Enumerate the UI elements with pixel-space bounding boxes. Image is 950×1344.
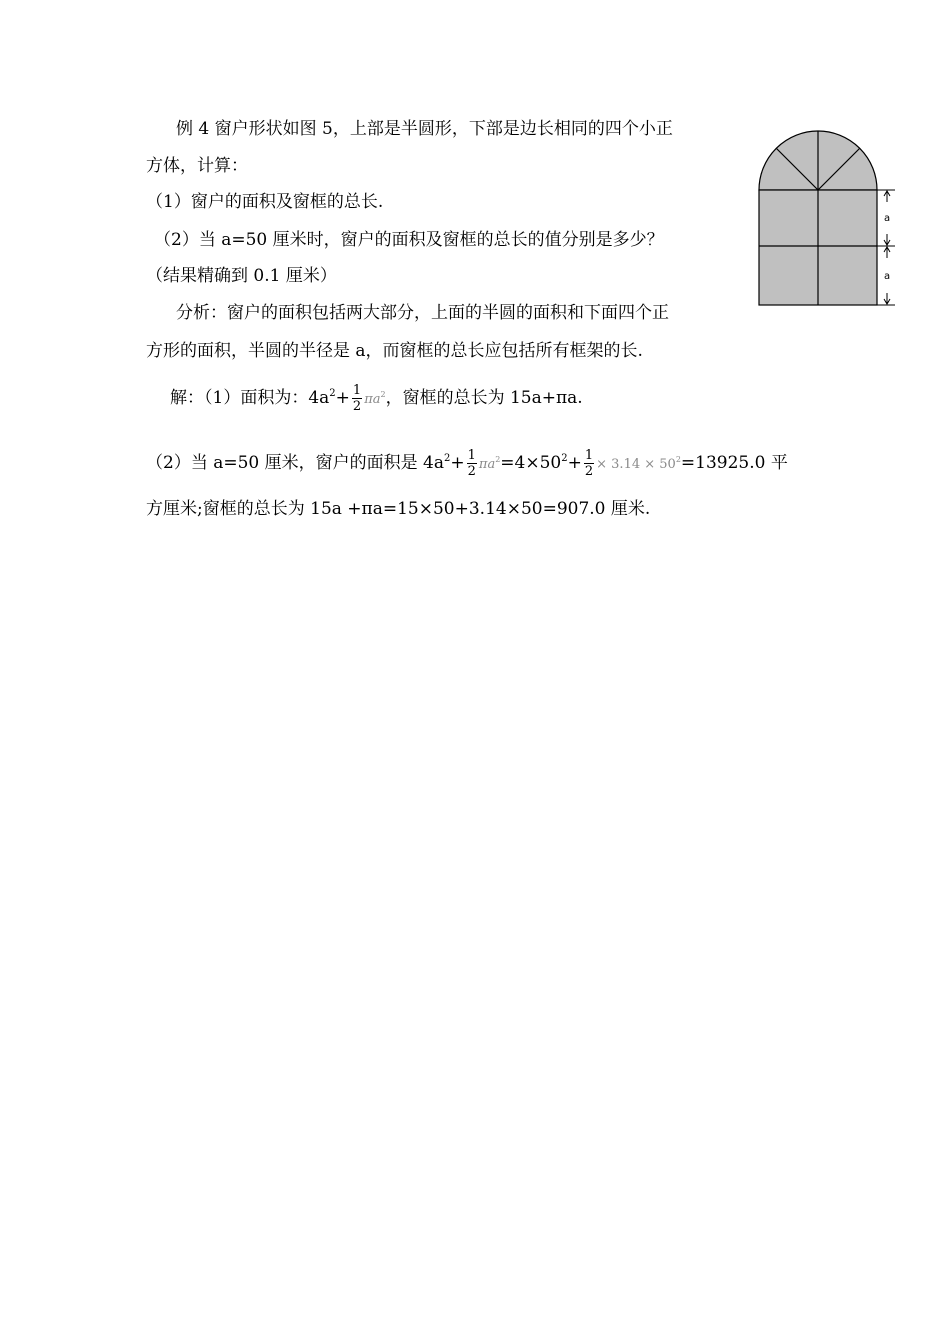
solution-part-2 [146,439,788,485]
solution-2-result: =13925.0 平 [680,453,788,473]
question-2-note: （结果精确到 0.1 厘米） [146,266,337,286]
solution-2-prefix: （2）当 a=50 厘米，窗户的面积是 4a [146,453,444,473]
fraction-denominator: 2 [352,399,362,414]
label-a-bottom: a [884,271,891,282]
exponent: 2 [444,453,451,464]
plus-sign: + [450,453,465,473]
exponent: 2 [329,388,336,399]
question-1: （1）窗户的面积及窗框的总长. [146,192,384,212]
label-a-top: a [884,213,891,224]
fraction-numerator: 1 [584,448,594,463]
analysis-line-2: 方形的面积，半圆的半径是 a，而窗框的总长应包括所有框架的长. [146,341,643,361]
fraction-half [584,448,594,479]
fraction-denominator: 2 [467,464,476,479]
window-figure [750,122,910,312]
fraction-numerator: 1 [467,448,476,463]
question-2: （2）当 a=50 厘米时，窗户的面积及窗框的总长的值分别是多少？ [154,230,664,250]
example-line-1: 例 4 窗户形状如图 5，上部是半圆形，下部是边长相同的四个小正 [176,119,673,139]
plus-sign: + [567,453,582,473]
fraction-half [352,383,362,414]
fraction-half [467,448,477,479]
solution-2-mid: =4×50 [500,453,562,473]
pi-a-squared: $\pi a^2$ [364,390,386,407]
fraction-numerator: 1 [352,383,362,398]
analysis-line-1: 分析：窗户的面积包括两大部分，上面的半圆的面积和下面四个正 [176,303,669,323]
multiplication-expression: × $3.14 \times 50^2$ [596,455,681,472]
pi-a-squared: $\pi a^2$ [478,455,501,472]
solution-1-suffix: ，窗框的总长为 15a+πa. [385,388,583,408]
solution-1-prefix: 解：（1）面积为：4a [170,388,330,408]
plus-sign: + [335,388,350,408]
fraction-denominator: 2 [584,464,594,479]
solution-part-3: 方厘米;窗框的总长为 15a +πa=15×50+3.14×50=907.0 厘米. [146,499,651,519]
example-line-2: 方体，计算： [146,156,248,176]
solution-part-1 [170,374,583,420]
exponent: 2 [561,453,568,464]
